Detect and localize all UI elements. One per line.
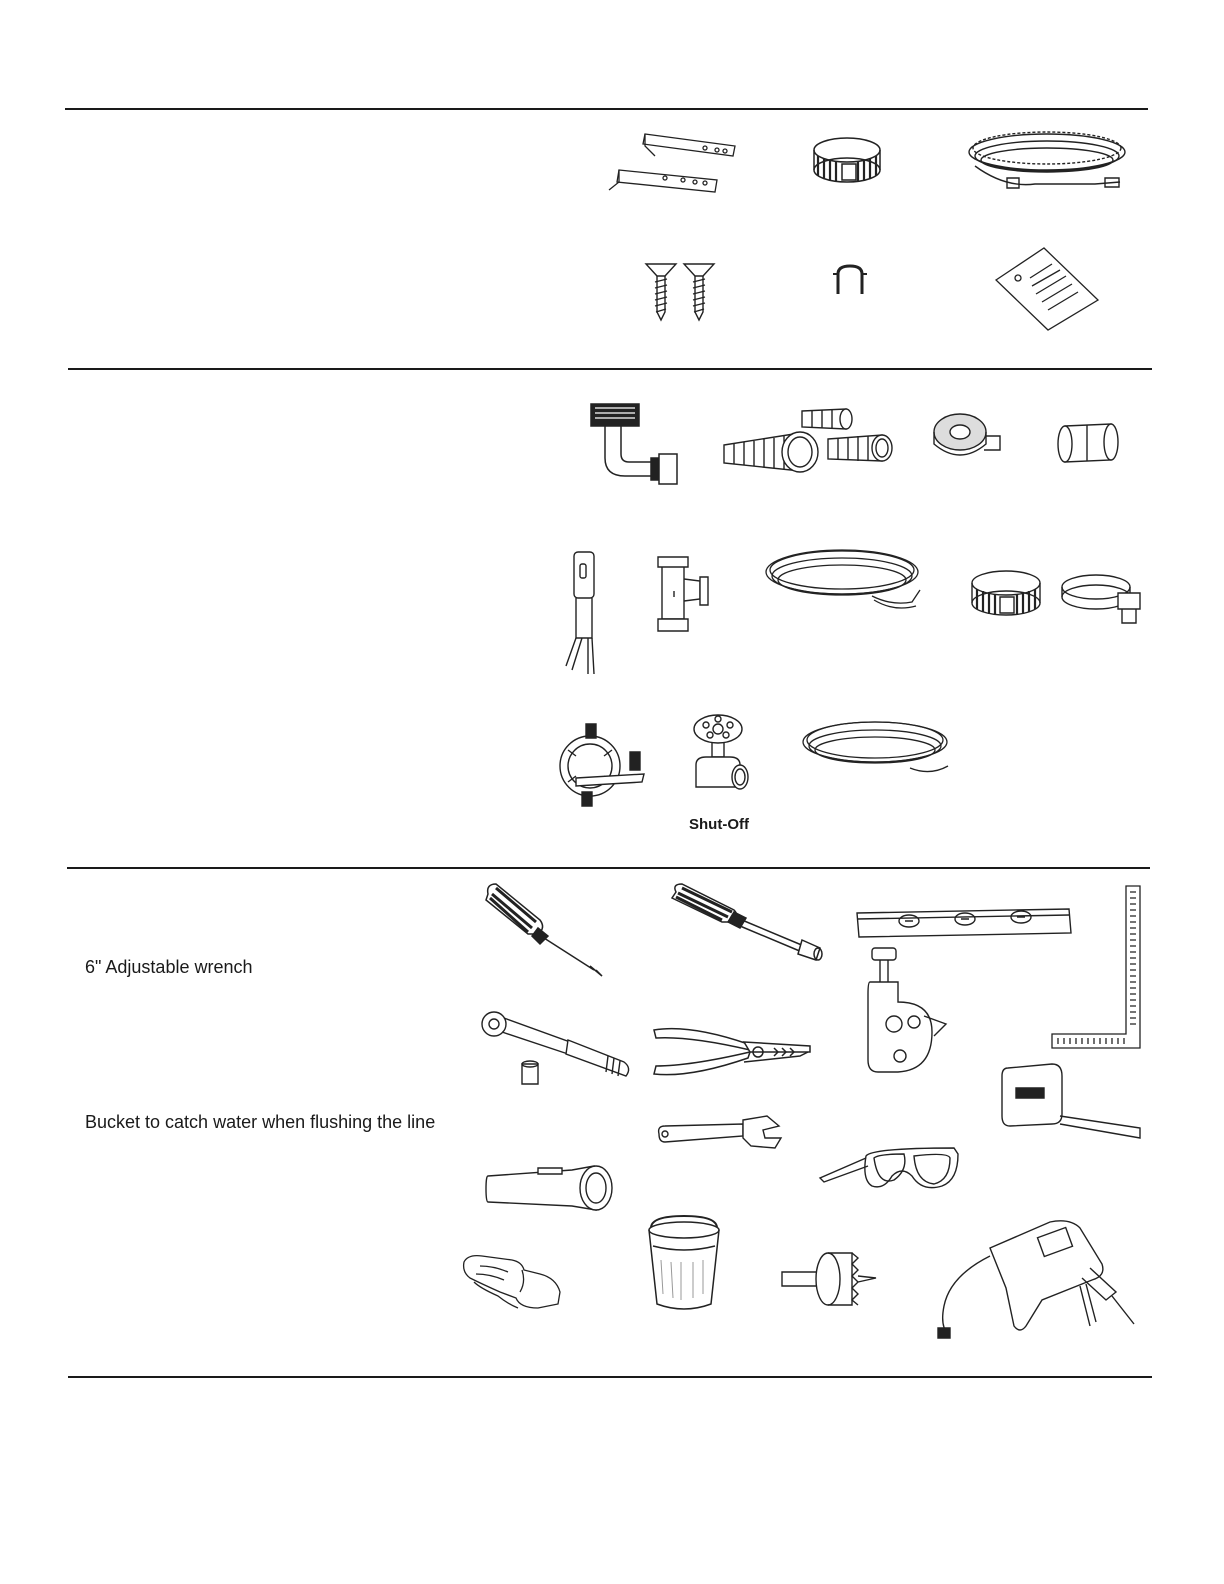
braided-hose-illustration [965,126,1135,198]
tubing-cutter-illustration [862,946,954,1078]
electrical-tape-illustration [930,410,1006,464]
tee-fitting-illustration [654,555,720,635]
mounting-brackets-illustration [605,128,740,196]
hose-clamp-illustration [810,132,885,187]
power-drill-illustration [930,1216,1140,1340]
wrench-text: 6" Adjustable wrench [85,957,253,977]
shut-off-valve-illustration [688,713,754,797]
wire-nuts-illustration [720,405,900,477]
shut-off-caption: Shut-Off [689,816,749,833]
bucket-text: Bucket to catch water when flushing the line [85,1112,436,1132]
bucket-illustration [645,1214,723,1314]
safety-glasses-illustration [818,1142,960,1194]
electrical-cable-illustration [762,546,927,626]
section-divider-tools [67,867,1150,869]
hole-saw-illustration [780,1250,882,1312]
carpenter-square-illustration [1050,884,1142,1052]
elbow-fitting-illustration [585,400,685,490]
flashlight-illustration [484,1164,618,1214]
gloves-illustration [460,1252,564,1314]
level-illustration [855,905,1075,941]
hose-clamps-illustration [968,565,1148,630]
nut-driver-illustration [668,882,828,962]
adjustable-wrench-illustration [655,1112,790,1152]
copper-tubing-illustration [800,718,955,783]
phillips-screwdriver-illustration [482,880,607,980]
conduit-connector-illustration [556,720,648,810]
mounting-screws-illustration [643,262,721,322]
pliers-illustration [650,1020,815,1082]
wire-clip-illustration [830,262,870,298]
section-divider-top [65,108,1148,110]
tape-measure-illustration [1000,1062,1148,1144]
instruction-sheet-illustration [992,244,1102,332]
coupling-illustration [1055,418,1125,466]
section-divider-parts [68,368,1152,370]
strain-relief-connector-illustration [560,550,610,680]
ratchet-and-socket-illustration [478,1006,634,1090]
section-divider-bottom [68,1376,1152,1378]
